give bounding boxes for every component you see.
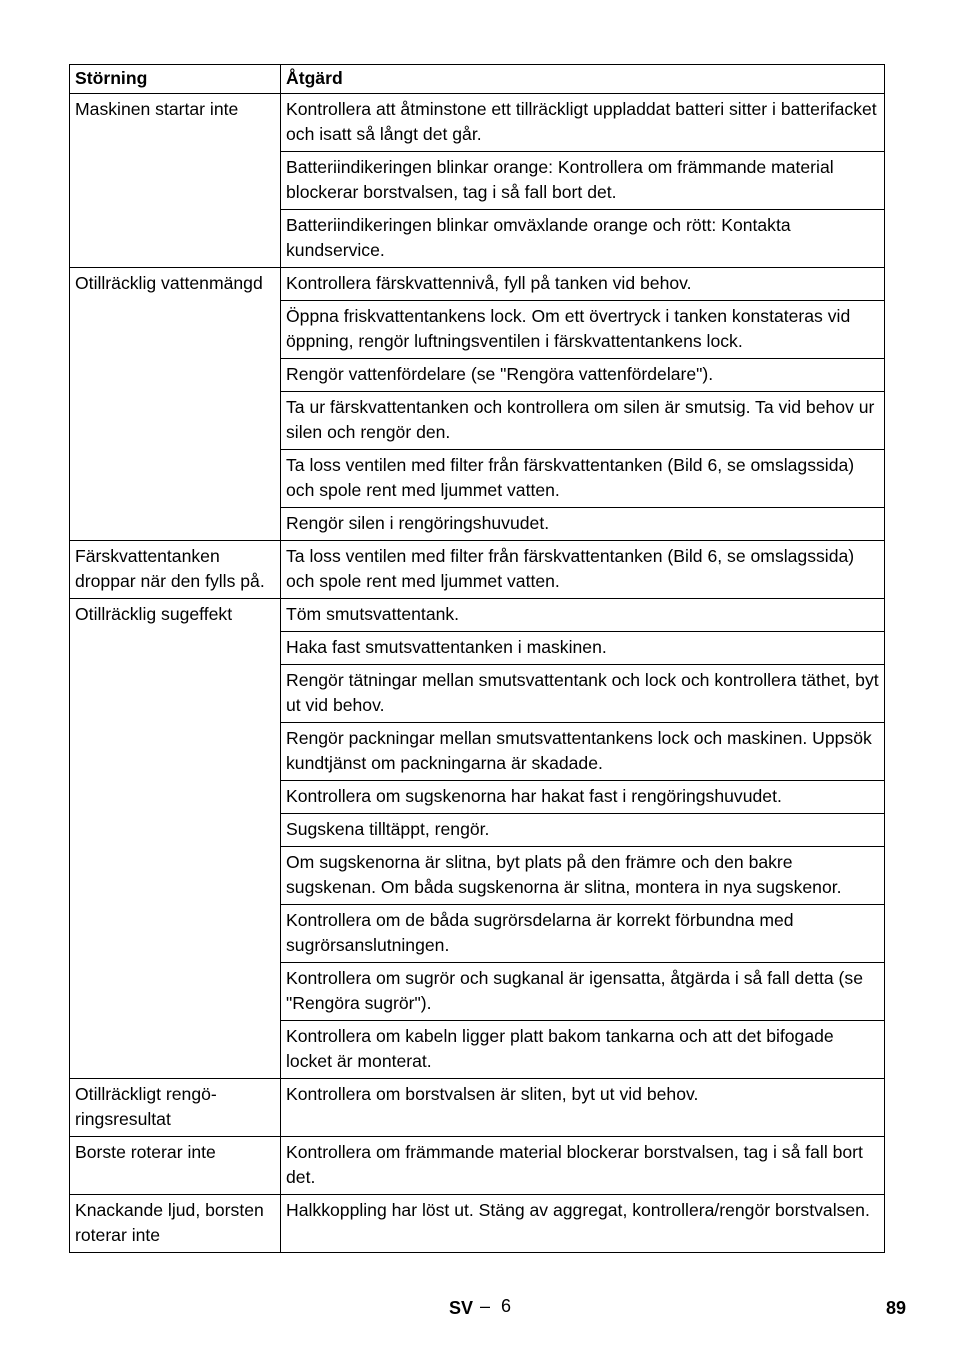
remedy-cell: Batteriindikeringen blinkar omväxlande orange och rött: Kontakta kundservice. — [281, 210, 885, 268]
remedy-cell: Rengör silen i rengöringshuvudet. — [281, 508, 885, 541]
fault-cell: Otillräcklig sugeffekt — [70, 599, 281, 1079]
remedy-cell: Kontrollera om kabeln ligger platt bakom tankarna och att det bifogade locket är monterat. — [281, 1021, 885, 1079]
table-row — [70, 1137, 885, 1195]
remedy-cell: Ta loss ventilen med filter från färskvattentanken (Bild 6, se omslagssida) och spole rent med ljummet vatten. — [281, 450, 885, 508]
remedy-cell: Om sugskenorna är slitna, byt plats på den främre och den bakre sugskenan. Om båda sugskenorna är slitna, montera in nya sugskenor. — [281, 847, 885, 905]
table-row — [70, 1079, 885, 1137]
column-header-fault: Störning — [70, 65, 281, 94]
table-row — [70, 599, 885, 632]
remedy-cell: Kontrollera om borstvalsen är sliten, byt ut vid behov. — [281, 1079, 885, 1137]
table-row — [70, 541, 885, 599]
remedy-cell: Batteriindikeringen blinkar orange: Kontrollera om främmande material blockerar borstvalsen, tag i så fall bort det. — [281, 152, 885, 210]
remedy-cell: Haka fast smutsvattentanken i maskinen. — [281, 632, 885, 665]
remedy-cell: Halkkoppling har löst ut. Stäng av aggregat, kontrollera/rengör borstvalsen. — [281, 1195, 885, 1253]
table-body — [70, 94, 885, 1253]
remedy-cell: Kontrollera färskvattennivå, fyll på tanken vid behov. — [281, 268, 885, 301]
fault-cell: Otillräcklig vattenmängd — [70, 268, 281, 541]
remedy-cell: Kontrollera om sugrör och sugkanal är igensatta, åtgärda i så fall detta (se "Rengöra sugrör"). — [281, 963, 885, 1021]
fault-cell: Färskvattentanken droppar när den fylls på. — [70, 541, 281, 599]
remedy-cell: Rengör vattenfördelare (se "Rengöra vattenfördelare"). — [281, 359, 885, 392]
fault-cell: Otillräckligt rengöringsresultat — [70, 1079, 281, 1137]
remedy-cell: Rengör packningar mellan smutsvattentankens lock och maskinen. Uppsök kundtjänst om packningarna är skadade. — [281, 723, 885, 781]
footer-language: SV — [449, 1298, 474, 1318]
footer-dash: – — [480, 1296, 491, 1316]
fault-cell: Borste roterar inte — [70, 1137, 281, 1195]
fault-cell: Maskinen startar inte — [70, 94, 281, 268]
remedy-cell: Sugskena tilltäppt, rengör. — [281, 814, 885, 847]
table-row — [70, 1195, 885, 1253]
remedy-cell: Öppna friskvattentankens lock. Om ett övertryck i tanken konstateras vid öppning, rengör luftningsventilen i färskvattentankens lock. — [281, 301, 885, 359]
troubleshooting-table — [69, 64, 885, 1253]
table-row — [70, 268, 885, 301]
column-header-remedy: Åtgärd — [281, 65, 885, 94]
remedy-cell: Kontrollera om sugskenorna har hakat fast i rengöringshuvudet. — [281, 781, 885, 814]
table-row — [70, 94, 885, 152]
remedy-cell: Rengör tätningar mellan smutsvattentank och lock och kontrollera täthet, byt ut vid behov. — [281, 665, 885, 723]
footer-section-page: 6 — [501, 1296, 512, 1316]
table-header-row — [70, 65, 885, 94]
remedy-cell: Ta loss ventilen med filter från färskvattentanken (Bild 6, se omslagssida) och spole rent med ljummet vatten. — [281, 541, 885, 599]
remedy-cell: Kontrollera om de båda sugrörsdelarna är korrekt förbundna med sugrörsanslutningen. — [281, 905, 885, 963]
remedy-cell: Ta ur färskvattentanken och kontrollera om silen är smutsig. Ta vid behov ur silen och rengör den. — [281, 392, 885, 450]
page-number: 89 — [885, 1298, 906, 1318]
remedy-cell: Töm smutsvattentank. — [281, 599, 885, 632]
fault-cell: Knackande ljud, borsten roterar inte — [70, 1195, 281, 1253]
remedy-cell: Kontrollera att åtminstone ett tillräckligt uppladdat batteri sitter i batterifacket och isatt så långt det går. — [281, 94, 885, 152]
remedy-cell: Kontrollera om främmande material blockerar borstvalsen, tag i så fall bort det. — [281, 1137, 885, 1195]
